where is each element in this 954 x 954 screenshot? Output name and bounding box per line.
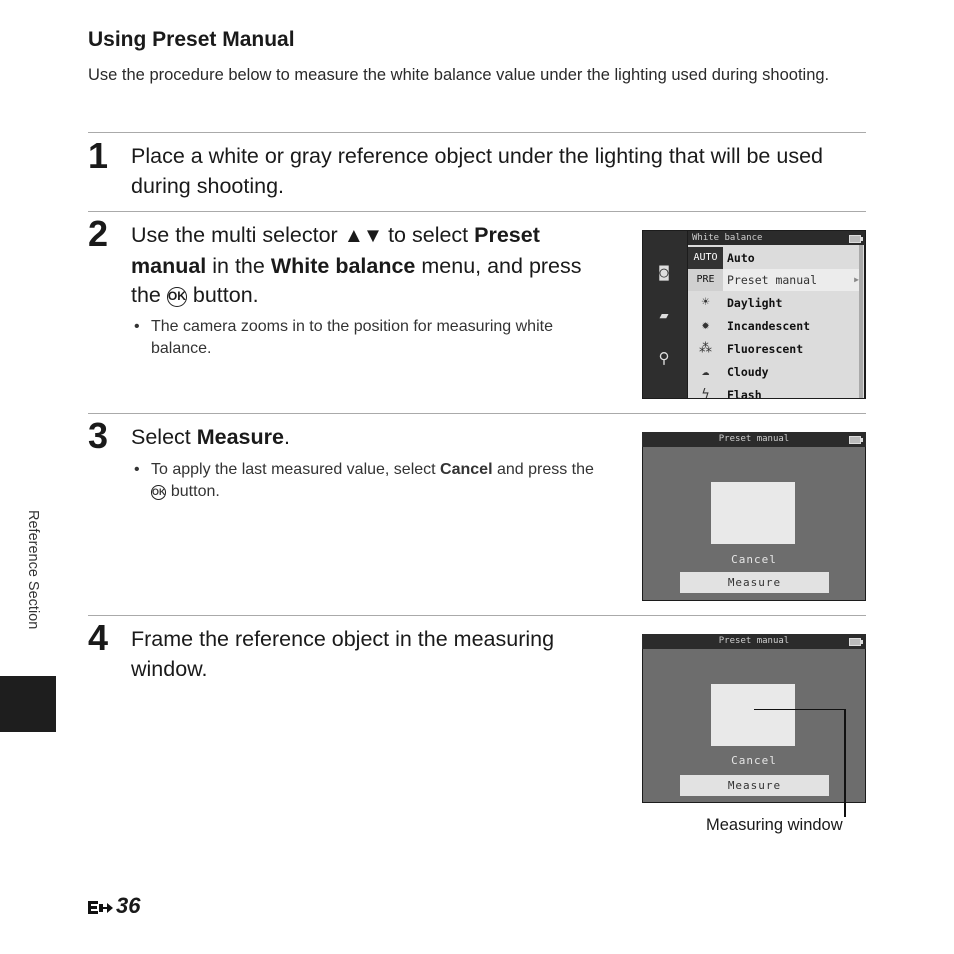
divider	[88, 413, 866, 414]
camera-icon: ◙	[659, 263, 669, 281]
battery-icon	[849, 638, 861, 646]
screen-title: Preset manual	[642, 432, 866, 447]
bold-term: Preset manual	[131, 223, 540, 278]
divider	[88, 132, 866, 133]
step-3-bullet	[134, 459, 611, 503]
flash-icon: ϟ	[701, 387, 710, 398]
menu-list	[688, 245, 864, 398]
movie-icon: ▰	[659, 306, 669, 324]
cloudy-icon: ☁	[701, 364, 710, 379]
reference-section-icon	[86, 897, 116, 919]
measure-option[interactable]: Measure	[680, 572, 829, 593]
menu-item-label: Preset manual	[727, 273, 818, 287]
step-2-text	[131, 221, 611, 311]
auto-icon: AUTO	[688, 247, 723, 269]
screen-title: Preset manual	[642, 634, 866, 649]
text-run: in the	[206, 253, 271, 278]
menu-item-label: Daylight	[727, 296, 783, 310]
menu-item-daylight[interactable]	[688, 292, 863, 314]
bullet-text: To apply the last measured value, select	[151, 461, 441, 478]
menu-item-label: Incandescent	[727, 319, 811, 333]
step-3-text	[131, 423, 611, 453]
text-run: menu, and press the	[131, 253, 582, 307]
ok-button-icon: OK	[167, 287, 187, 306]
divider	[88, 615, 866, 616]
white-balance-menu-screen	[642, 230, 866, 399]
daylight-icon: ☀	[701, 295, 710, 310]
menu-item-label: Fluorescent	[727, 342, 804, 356]
intro-text: Use the procedure below to measure the white balance value under the lighting used during shooting.	[88, 66, 830, 84]
menu-item-label: Auto	[727, 251, 755, 265]
text-run: to select	[382, 223, 475, 247]
wrench-icon: ⚲	[658, 349, 670, 367]
section-tab	[0, 676, 56, 732]
text-run: Select	[131, 425, 197, 449]
page-number-text: 36	[116, 893, 141, 918]
section-title: Using Preset Manual	[88, 28, 295, 51]
menu-item-label: Cloudy	[727, 365, 769, 379]
up-down-arrows-icon: ▲▼	[343, 225, 383, 247]
battery-icon	[849, 436, 861, 444]
step-2-bullet	[134, 316, 611, 360]
fluorescent-icon: ⁂	[699, 341, 712, 356]
bold-term: Cancel	[440, 461, 493, 478]
menu-side-tabs	[643, 231, 687, 398]
screen-body	[643, 447, 865, 600]
step-number-1: 1	[88, 135, 109, 176]
step-number-3: 3	[88, 415, 109, 456]
screen-body	[643, 649, 865, 802]
preset-manual-screen-measuring	[642, 634, 866, 803]
measuring-window	[711, 482, 795, 544]
measure-option[interactable]: Measure	[680, 775, 829, 796]
preset-manual-screen	[642, 432, 866, 601]
battery-icon	[849, 235, 861, 243]
bold-term: White balance	[270, 253, 416, 278]
text-run: .	[283, 425, 290, 449]
bullet-text: button.	[166, 483, 220, 500]
bullet-dot: •	[134, 318, 140, 335]
menu-scrollbar[interactable]	[859, 245, 863, 398]
bullet-text: and press the	[492, 461, 594, 478]
measuring-window-callout: Measuring window	[706, 816, 843, 834]
menu-item-incandescent[interactable]	[688, 315, 863, 337]
callout-line	[754, 709, 846, 711]
ok-button-icon: OK	[151, 485, 166, 500]
step-number-4: 4	[88, 617, 109, 658]
bullet-text: The camera zooms in to the position for measuring white balance.	[151, 318, 553, 357]
measuring-window	[711, 684, 795, 746]
menu-title: White balance	[688, 231, 865, 245]
pre-icon: PRE	[688, 269, 723, 291]
step-1-text: Place a white or gray reference object under the lighting that will be used during shooting.	[131, 144, 823, 198]
menu-item-cloudy[interactable]	[688, 361, 863, 383]
menu-item-preset-manual[interactable]	[688, 269, 863, 291]
menu-item-auto[interactable]	[688, 247, 863, 269]
cancel-option[interactable]: Cancel	[731, 553, 777, 566]
menu-item-fluorescent[interactable]	[688, 338, 863, 360]
text-run: Use the multi selector	[131, 223, 344, 247]
side-section-label: Reference Section	[25, 510, 41, 630]
step-number-2: 2	[88, 213, 109, 254]
menu-item-label: Flash	[727, 388, 762, 398]
bullet-dot: •	[134, 461, 140, 478]
callout-line	[844, 709, 846, 817]
divider	[88, 211, 866, 212]
bold-term: Measure	[196, 425, 284, 449]
cancel-option[interactable]: Cancel	[731, 754, 777, 767]
incandescent-icon: ✹	[701, 318, 710, 333]
submenu-arrow-icon: ▶	[854, 275, 859, 284]
text-run: button.	[186, 283, 259, 307]
menu-item-flash[interactable]	[688, 384, 863, 398]
step-4-text: Frame the reference object in the measuring window.	[131, 627, 555, 681]
